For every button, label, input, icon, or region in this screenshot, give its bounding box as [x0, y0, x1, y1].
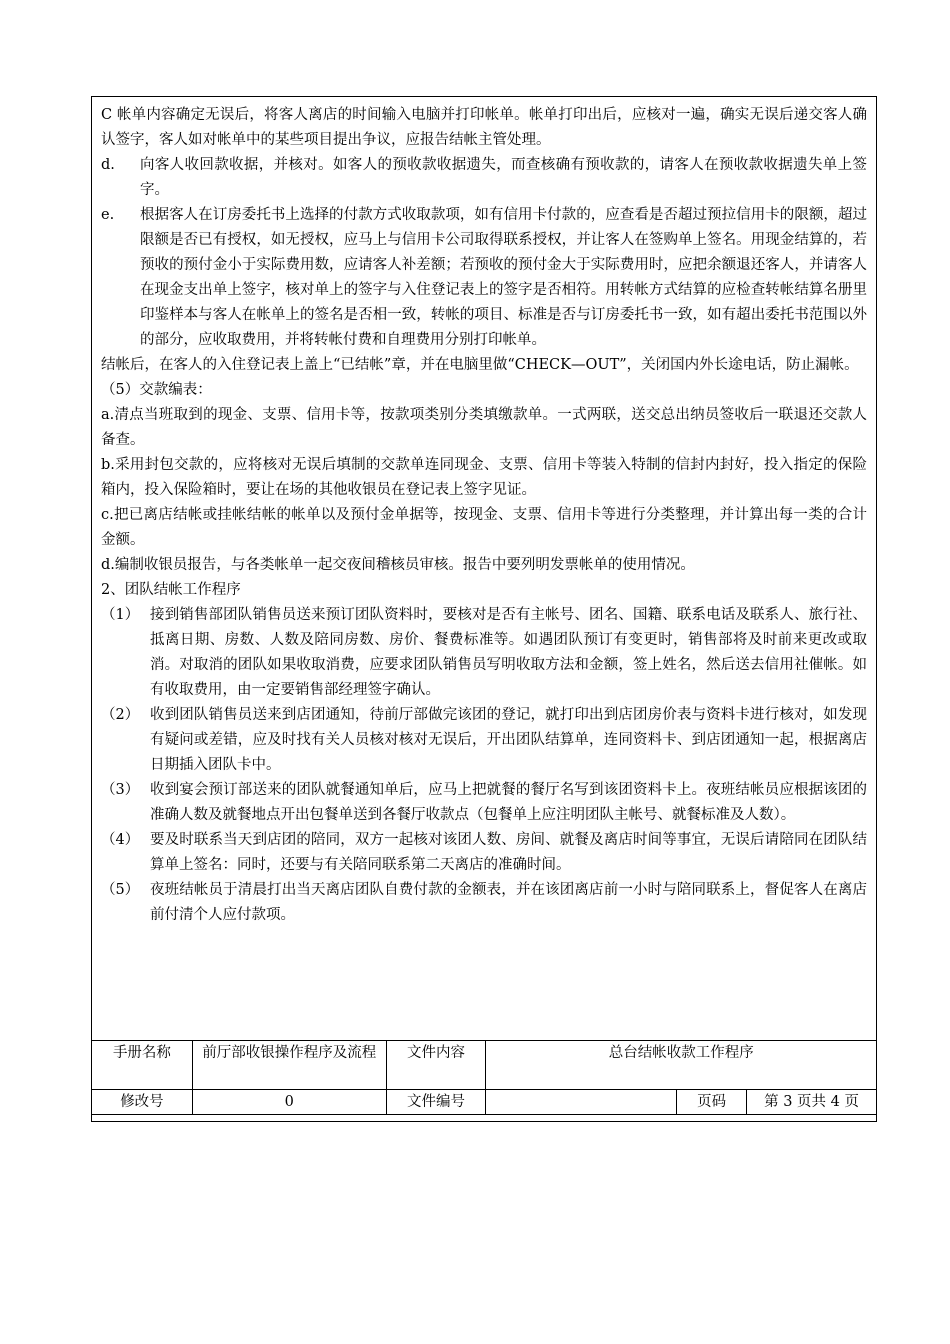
- section-5-b: b.采用封包交款的，应将核对无误后填制的交款单连同现金、支票、信用卡等装入特制的信封内封好，投入指定的保险箱内，投入保险箱时，要让在场的其他收银员在登记表上签字见证。: [101, 457, 867, 498]
- item-e-label: e.: [101, 207, 115, 223]
- group-item-2-text: 收到团队销售员送来到店团通知，待前厅部做完该团的登记，就打印出到店团房价表与资料卡进行核对，如发现有疑问或差错，应及时找有关人员核对核对无误后，开出团队结算单，连同资料卡、到店团通知一起，根据离店日期插入团队卡中。: [150, 707, 867, 773]
- paragraph-c: C 帐单内容确定无误后，将客人离店的时间输入电脑并打印帐单。帐单打印出后，应核对一遍，确实无误后递交客人确认签字，客人如对帐单中的某些项目提出争议，应报告结帐主管处理。: [101, 107, 867, 148]
- group-item-1-text: 接到销售部团队销售员送来预订团队资料时，要核对是否有主帐号、团名、国籍、联系电话及联系人、旅行社、抵离日期、房数、人数及陪同房数、房价、餐费标准等。如遇团队预订有变更时，销售部将及时前来更改或取消。对取消的团队如果收取消费，应要求团队销售员写明收取方法和金额，签上姓名，然后送去信用社催帐。如有收取费用，由一定要销售部经理签字确认。: [150, 607, 867, 698]
- section-5-d: d.编制收银员报告，与各类帐单一起交夜间稽核员审核。报告中要列明发票帐单的使用情况。: [101, 557, 695, 573]
- page-value: 第 3 页共 4 页: [747, 1090, 877, 1115]
- group-item-4: [101, 828, 867, 878]
- revision-label: 修改号: [92, 1090, 193, 1115]
- group-item-2: [101, 703, 867, 778]
- group-item-3-label: （3）: [101, 782, 140, 798]
- section-5-c: c.把已离店结帐或挂帐结帐的帐单以及预付金单据等，按现金、支票、信用卡等进行分类整理，并计算出每一类的合计金额。: [101, 507, 867, 548]
- page-label: 页码: [677, 1090, 747, 1115]
- item-e-text: 根据客人在订房委托书上选择的付款方式收取款项，如有信用卡付款的，应查看是否超过预拉信用卡的限额，超过限额是否已有授权，如无授权，应马上与信用卡公司取得联系授权，并让客人在签购单上签名。用现金结算的，若预收的预付金小于实际费用数，应请客人补差额；若预收的预付金大于实际费用时，应把余额退还客人，并请客人在现金支出单上签字，核对单上的签字与入住登记表上的签字是否相符。用转帐方式结算的应检查转帐结算名册里印鉴样本与客人在帐单上的签名是否相一致，转帐的项目、标准是否与订房委托书一致，如有超出委托书范围以外的部分，应收取费用，并将转帐付费和自理费用分别打印帐单。: [140, 207, 867, 348]
- footer-row-2: [92, 1090, 877, 1115]
- document-body: [101, 103, 867, 928]
- manual-name-value: 前厅部收银操作程序及流程: [192, 1041, 386, 1090]
- group-item-5-text: 夜班结帐员于清晨打出当天离店团队自费付款的金额表，并在该团离店前一小时与陪同联系上，督促客人在离店前付清个人应付款项。: [150, 882, 867, 923]
- item-d: [101, 153, 867, 203]
- item-d-label: d.: [101, 157, 115, 173]
- group-item-5: [101, 878, 867, 928]
- group-item-3: [101, 778, 867, 828]
- document-frame: [91, 96, 877, 1122]
- section-5-a: a.清点当班取到的现金、支票、信用卡等，按款项类别分类填缴款单。一式两联，送交总出纳员签收后一联退还交款人备查。: [101, 407, 867, 448]
- manual-name-label: 手册名称: [92, 1041, 193, 1090]
- paragraph-after-checkout: 结帐后，在客人的入住登记表上盖上“已结帐”章，并在电脑里做“CHECK—OUT”，关闭国内外长途电话，防止漏帐。: [101, 357, 859, 373]
- group-item-4-text: 要及时联系当天到店团的陪同，双方一起核对该团人数、房间、就餐及离店时间等事宜，无误后请陪同在团队结算单上签名：同时，还要与有关陪同联系第二天离店的准确时间。: [150, 832, 867, 873]
- file-number-value: [486, 1090, 677, 1115]
- section-5-heading: （5）交款编表：: [101, 382, 212, 398]
- group-item-3-text: 收到宴会预订部送来的团队就餐通知单后，应马上把就餐的餐厅名写到该团资料卡上。夜班结帐员应根据该团的准确人数及就餐地点开出包餐单送到各餐厅收款点（包餐单上应注明团队主帐号、就餐标准及人数）。: [150, 782, 867, 823]
- footer-row-1: [92, 1041, 877, 1090]
- footer-table: [91, 1040, 877, 1115]
- group-item-2-label: （2）: [101, 707, 140, 723]
- file-content-label: 文件内容: [386, 1041, 486, 1090]
- file-number-label: 文件编号: [386, 1090, 486, 1115]
- revision-value: 0: [192, 1090, 386, 1115]
- group-item-5-label: （5）: [101, 882, 140, 898]
- item-e: [101, 203, 867, 353]
- item-d-text: 向客人收回款收据，并核对。如客人的预收款收据遗失，而查核确有预收款的，请客人在预收款收据遗失单上签字。: [140, 157, 867, 198]
- group-item-1: [101, 603, 867, 703]
- group-item-4-label: （4）: [101, 832, 140, 848]
- file-content-value: 总台结帐收款工作程序: [486, 1041, 877, 1090]
- group-item-1-label: （1）: [101, 607, 140, 623]
- heading-group-checkout: 2、团队结帐工作程序: [101, 582, 241, 598]
